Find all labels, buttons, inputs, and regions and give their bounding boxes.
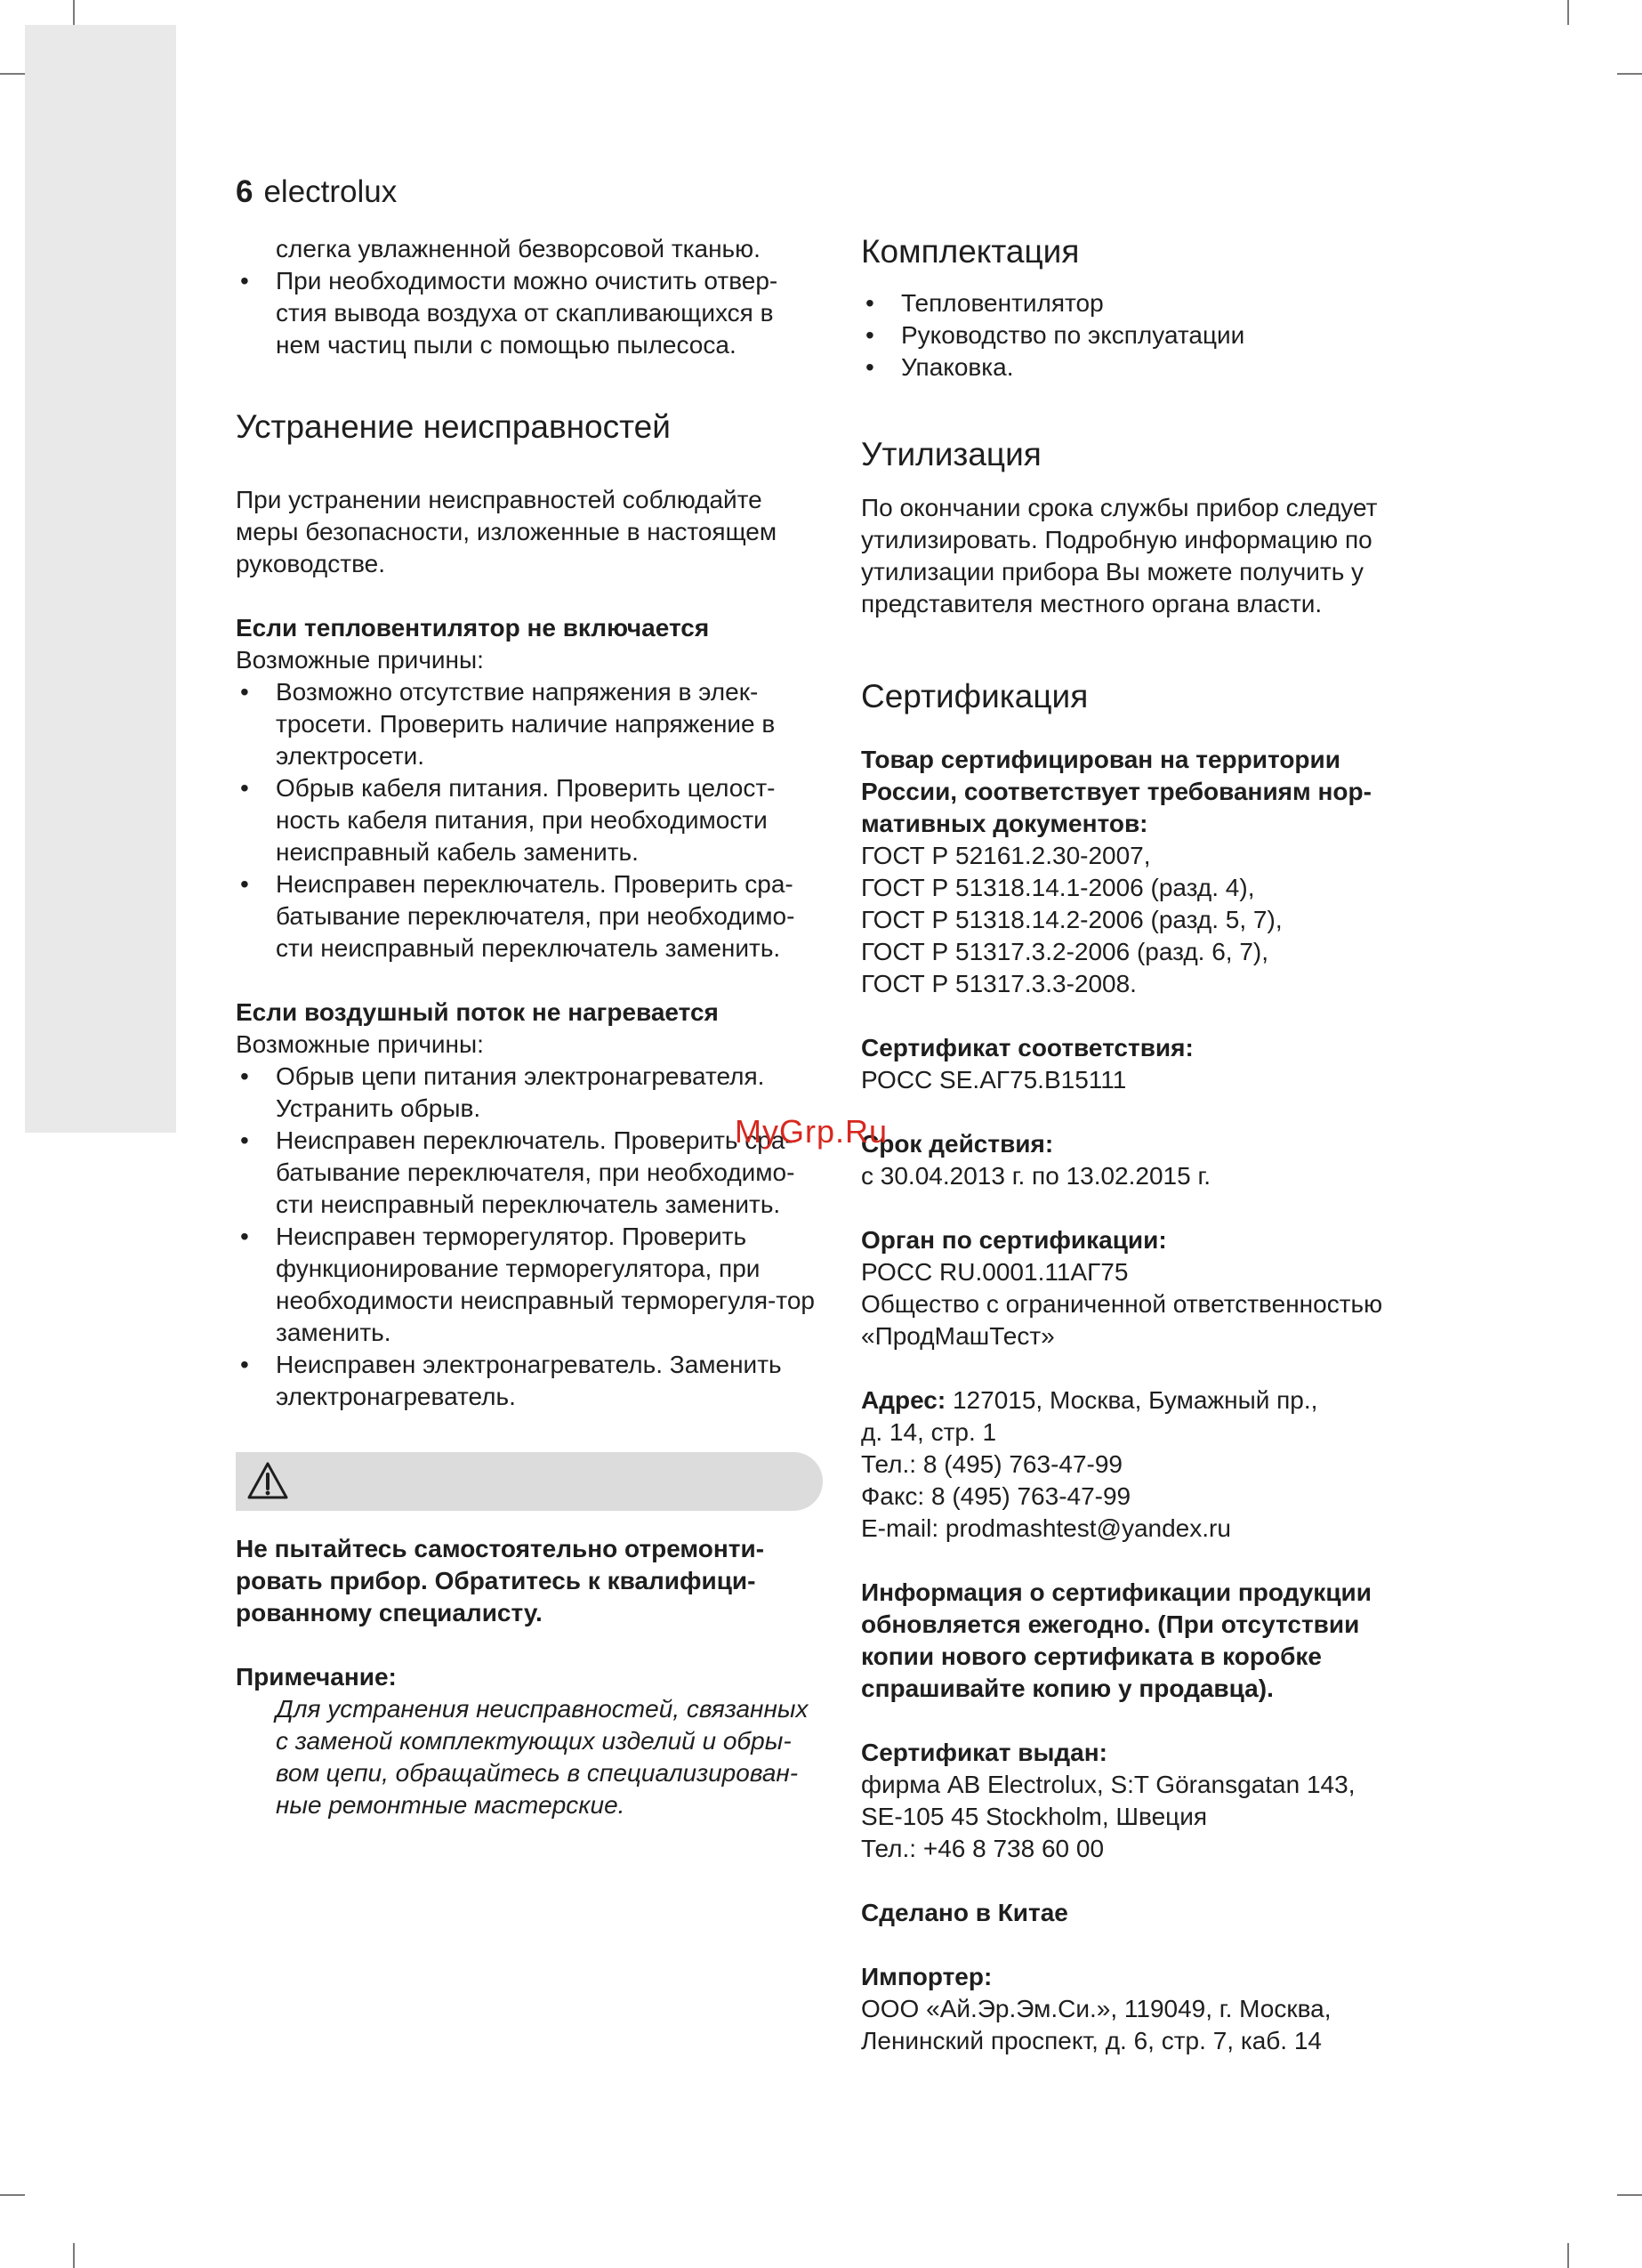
case1-list: [236, 676, 823, 965]
note-text: Для устранения неисправностей, связанных с заменой комплектующих изделий и обры-вом цепи, обращайтесь в специализирован-ные ремонтные мастерские.: [276, 1695, 809, 1819]
phone-line: Тел.: 8 (495) 763-47-99: [861, 1450, 1123, 1478]
address-first: 127015, Москва, Бумажный пр.,: [952, 1386, 1318, 1414]
section-heading: Утилизация: [861, 436, 1042, 472]
importer-line: ООО «Ай.Эр.Эм.Си.», 119049, г. Москва,: [861, 1995, 1332, 2022]
address-line: д. 14, стр. 1: [861, 1418, 997, 1446]
email-line: E-mail: prodmashtest@yandex.ru: [861, 1514, 1231, 1542]
made-in: Сделано в Китае: [861, 1899, 1068, 1926]
warning-icon: [246, 1461, 289, 1500]
certification-section: [861, 675, 1430, 2057]
standard-line: ГОСТ Р 51317.3.3-2008.: [861, 970, 1137, 997]
issued-line: фирма AB Electrolux, S:T Göransgatan 143,: [861, 1771, 1356, 1798]
case-subtitle: Возможные причины:: [236, 1030, 484, 1058]
crop-mark: [73, 2243, 75, 2268]
list-item: • Неисправен переключатель. Проверить сра-батывание переключателя, при необходимо-сти неисправный переключатель заменить.: [236, 868, 823, 965]
crop-mark: [1617, 2194, 1642, 2196]
crop-mark: [0, 73, 25, 75]
fax-line: Факс: 8 (495) 763-47-99: [861, 1482, 1131, 1510]
brand-name: electrolux: [263, 174, 398, 209]
issued-line: SE-105 45 Stockholm, Швеция: [861, 1803, 1208, 1830]
page-number: 6: [236, 174, 254, 209]
certificate-title: Сертификат соответствия:: [861, 1034, 1194, 1061]
note-title: Примечание:: [236, 1663, 397, 1691]
crop-mark: [1567, 2243, 1569, 2268]
section-heading: Устранение неисправностей: [236, 408, 671, 445]
section-heading: Сертификация: [861, 678, 1089, 714]
standard-line: ГОСТ Р 51317.3.2-2006 (разд. 6, 7),: [861, 938, 1269, 965]
certification-intro: Товар сертифицирован на территории России, соответствует требованиям нор-мативных документов:: [861, 746, 1372, 837]
list-item: • Неисправен терморегулятор. Проверить функционирование терморегулятора, при необходимости неисправный терморегуля-тор заменить.: [236, 1221, 823, 1349]
standard-line: ГОСТ Р 51318.14.1-2006 (разд. 4),: [861, 874, 1255, 901]
crop-mark: [0, 2194, 25, 2196]
validity-value: с 30.04.2013 г. по 13.02.2015 г.: [861, 1162, 1211, 1190]
address-line: [861, 1384, 1430, 1416]
list-item: • Обрыв цепи питания электронагревателя. Устранить обрыв.: [236, 1061, 823, 1125]
importer-line: Ленинский проспект, д. 6, стр. 7, каб. 14: [861, 2027, 1322, 2054]
crop-mark: [1567, 0, 1569, 25]
cleaning-list: [236, 265, 823, 361]
importer-title: Импортер:: [861, 1963, 993, 1990]
issued-line: Тел.: +46 8 738 60 00: [861, 1835, 1105, 1862]
body-line: РОСС RU.0001.11АГ75: [861, 1258, 1129, 1286]
warning-band: [236, 1452, 823, 1511]
crop-mark: [73, 0, 75, 25]
disposal-section: [861, 433, 1430, 620]
body-title: Орган по сертификации:: [861, 1226, 1167, 1254]
list-item: • Возможно отсутствие напряжения в элек-тросети. Проверить наличие напряжение в электросети.: [236, 676, 823, 772]
warning-text: Не пытайтесь самостоятельно отремонти-ровать прибор. Обратитесь к квалифици-рованному специалисту.: [236, 1535, 765, 1626]
standard-line: ГОСТ Р 52161.2.30-2007,: [861, 842, 1151, 869]
case-title: Если тепловентилятор не включается: [236, 614, 710, 642]
list-item: • Упаковка.: [861, 351, 1430, 383]
address-label: Адрес:: [861, 1386, 946, 1414]
list-item: • Руководство по эксплуатации: [861, 319, 1430, 351]
continuation-text: слегка увлажненной безворсовой тканью.: [276, 235, 761, 262]
list-item: • Обрыв кабеля питания. Проверить целост-ность кабеля питания, при необходимости неисправный кабель заменить.: [236, 772, 823, 868]
case-title: Если воздушный поток не нагревается: [236, 998, 719, 1026]
contents-list: [861, 287, 1430, 383]
side-band: [25, 25, 176, 1133]
validity-title: Срок действия:: [861, 1130, 1054, 1158]
crop-mark: [1617, 73, 1642, 75]
warning-section: [236, 1533, 823, 1821]
section-heading: Комплектация: [861, 233, 1080, 270]
standard-line: ГОСТ Р 51318.14.2-2006 (разд. 5, 7),: [861, 906, 1283, 933]
list-item: • Неисправен переключатель. Проверить сра-батывание переключателя, при необходимо-сти неисправный переключатель заменить.: [236, 1125, 823, 1221]
troubleshooting-intro: При устранении неисправностей соблюдайте меры безопасности, изложенные в настоящем руководстве.: [236, 486, 777, 577]
cleaning-section: [236, 233, 823, 361]
page-header: [236, 171, 397, 214]
list-item: • Тепловентилятор: [861, 287, 1430, 319]
troubleshooting-section: [236, 406, 823, 1413]
disposal-text: По окончании срока службы прибор следует утилизировать. Подробную информацию по утилизации прибора Вы можете получить у представителя местного органа власти.: [861, 494, 1378, 617]
body-line: Общество с ограниченной ответственностью «ПродМашТест»: [861, 1290, 1383, 1350]
list-item: • Неисправен электронагреватель. Заменить электронагреватель.: [236, 1349, 823, 1413]
case-subtitle: Возможные причины:: [236, 646, 484, 674]
update-info: Информация о сертификации продукции обновляется ежегодно. (При отсутствии копии нового сертификата в коробке спрашивайте копию у продавца).: [861, 1578, 1372, 1702]
issued-title: Сертификат выдан:: [861, 1739, 1107, 1766]
watermark: MyGrp.Ru: [735, 1113, 889, 1150]
list-item: • При необходимости можно очистить отвер-стия вывода воздуха от скапливающихся в нем частиц пыли с помощью пылесоса.: [236, 265, 823, 361]
contents-section: [861, 230, 1430, 383]
certificate-number: РОСС SE.АГ75.В15111: [861, 1066, 1127, 1094]
